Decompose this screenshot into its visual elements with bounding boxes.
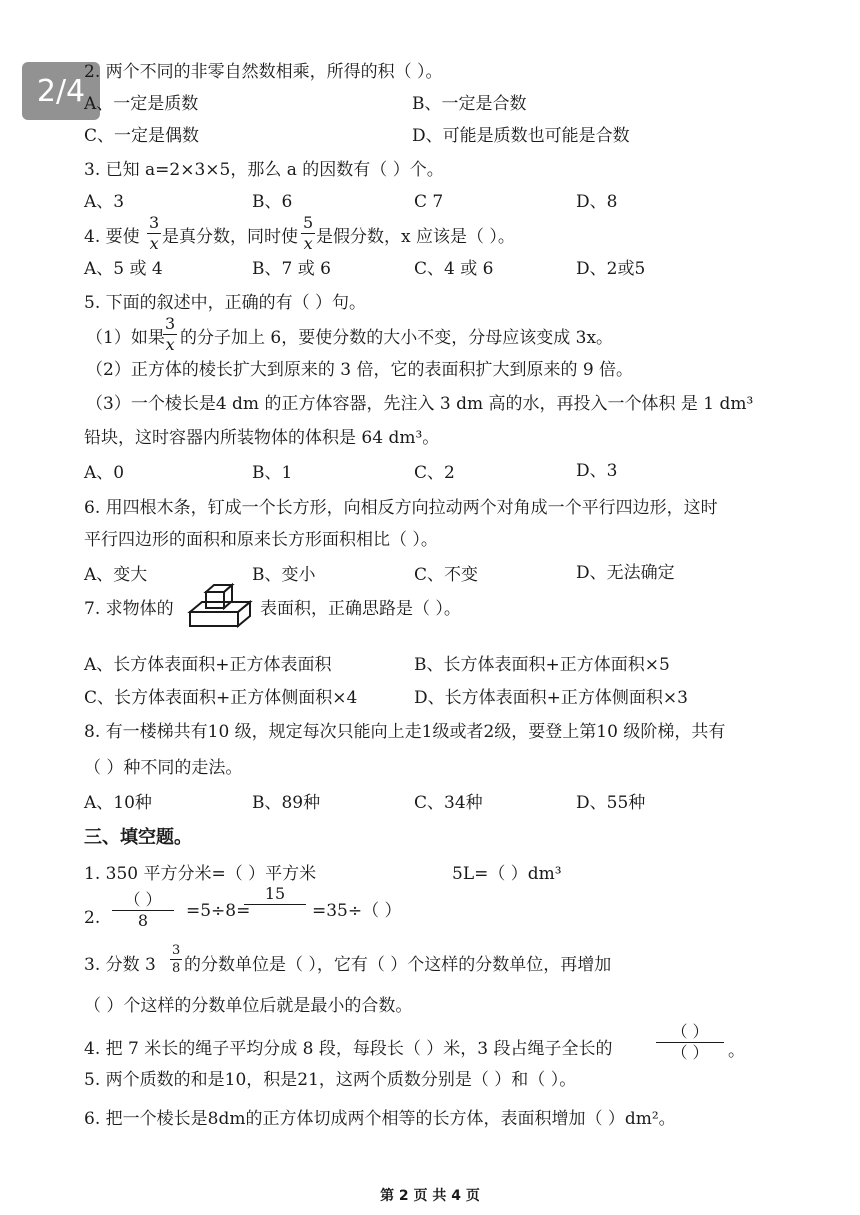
- q4-post: 是假分数，x 应该是（ ）。: [316, 227, 515, 247]
- q5-statement-2: （2）正方体的棱长扩大到原来的 3 倍，它的表面积扩大到原来的 9 倍。: [86, 360, 634, 380]
- q5-s1-post: 的分子加上 6，要使分数的大小不变，分母应该变成 3x。: [180, 328, 614, 348]
- q7-option-b: B、长方体表面积+正方体面积×5: [414, 655, 670, 675]
- q7-solid-figure: [186, 582, 254, 630]
- f1-right: 5L=（ ）dm³: [452, 864, 562, 884]
- q3-option-b: B、6: [252, 192, 293, 212]
- q4-f2-denominator: x: [303, 234, 313, 253]
- f2-mid: =5÷8=: [186, 901, 251, 921]
- q3-option-a: A、3: [84, 192, 125, 212]
- f2-f2-numerator: 15: [264, 884, 286, 903]
- f2-post: =35÷（ ）: [312, 901, 402, 921]
- q2-option-b: B、一定是合数: [412, 94, 527, 114]
- q8-stem-line1: 8. 有一楼梯共有10 级，规定每次只能向上走1级或者2级，要登上第10 级阶梯，共有: [84, 722, 726, 742]
- q6-option-c: C、不变: [414, 565, 479, 585]
- q8-option-b: B、89种: [252, 793, 321, 813]
- f4-numerator: （ ）: [671, 1022, 709, 1041]
- q3-option-c: C 7: [414, 192, 444, 212]
- f4-answer-fraction: [656, 1024, 724, 1061]
- section-heading-fill-in: 三、填空题。: [84, 827, 192, 848]
- q2-option-d: D、可能是质数也可能是合数: [412, 126, 630, 146]
- q5-option-d: D、3: [576, 461, 618, 481]
- q5-option-b: B、1: [252, 463, 293, 483]
- q5-statement-3-cont: 铅块，这时容器内所装物体的体积是 64 dm³。: [84, 428, 440, 448]
- f2-number: 2.: [84, 908, 101, 928]
- q4-option-b: B、7 或 6: [252, 259, 331, 279]
- q4-option-c: C、4 或 6: [414, 259, 494, 279]
- f2-fraction-2: [244, 886, 306, 907]
- q5-option-a: A、0: [84, 463, 125, 483]
- f2-f1-numerator: （ ）: [124, 890, 162, 909]
- q2-option-c: C、一定是偶数: [84, 126, 200, 146]
- q3-option-d: D、8: [576, 192, 618, 212]
- q6-option-d: D、无法确定: [576, 563, 675, 583]
- q5-s1-pre: （1）如果: [86, 328, 165, 348]
- f4-end: 。: [728, 1041, 745, 1061]
- q4-f1-denominator: x: [149, 234, 159, 253]
- q4-option-d: D、2或5: [576, 259, 646, 279]
- q4-pre: 4. 要使: [84, 227, 140, 247]
- q6-option-a: A、变大: [84, 565, 148, 585]
- q5-statement-3: （3）一个棱长是4 dm 的正方体容器，先注入 3 dm 高的水，再投入一个体积 是 1 dm³: [86, 394, 754, 414]
- q5-stem: 5. 下面的叙述中，正确的有（ ）句。: [84, 293, 367, 313]
- f4-text: 4. 把 7 米长的绳子平均分成 8 段，每段长（ ）米，3 段占绳子全长的: [84, 1039, 613, 1059]
- q8-option-c: C、34种: [414, 793, 483, 813]
- q4-f2-numerator: 5: [303, 213, 314, 232]
- q2-stem: 2. 两个不同的非零自然数相乘，所得的积（ ）。: [84, 62, 443, 82]
- q5-s1-fraction: [163, 316, 177, 353]
- q6-stem-line2: 平行四边形的面积和原来长方形面积相比（ ）。: [84, 530, 438, 550]
- q2-option-a: A、一定是质数: [84, 94, 199, 114]
- q7-option-c: C、长方体表面积+正方体侧面积×4: [84, 688, 358, 708]
- q7-option-d: D、长方体表面积+正方体侧面积×3: [414, 688, 688, 708]
- f6-text: 6. 把一个棱长是8dm的正方体切成两个相等的长方体，表面积增加（ ）dm²。: [84, 1109, 676, 1129]
- f3-numerator: 3: [172, 943, 181, 958]
- q7-post: 表面积，正确思路是（ ）。: [260, 599, 461, 619]
- f1-left: 1. 350 平方分米=（ ）平方米: [84, 864, 317, 884]
- f3-line2: （ ）个这样的分数单位后就是最小的合数。: [84, 996, 413, 1016]
- page-indicator-badge: 2/4: [22, 62, 100, 120]
- f2-fraction-1: [112, 892, 174, 929]
- q7-pre: 7. 求物体的: [84, 599, 174, 619]
- f3-post: 的分数单位是（ ），它有（ ）个这样的分数单位，再增加: [184, 955, 612, 975]
- q6-option-b: B、变小: [252, 565, 316, 585]
- q8-option-d: D、55种: [576, 793, 646, 813]
- q4-fraction-1: [147, 215, 161, 252]
- q8-option-a: A、10种: [84, 793, 152, 813]
- f4-denominator: （ ）: [671, 1043, 709, 1062]
- f5-text: 5. 两个质数的和是10，积是21，这两个质数分别是（ ）和（ ）。: [84, 1070, 577, 1090]
- f3-fraction: [170, 944, 182, 975]
- f2-f1-denominator: 8: [137, 911, 149, 930]
- f3-pre: 3. 分数 3: [84, 955, 156, 975]
- q6-stem-line1: 6. 用四根木条，钉成一个长方形，向相反方向拉动两个对角成一个平行四边形，这时: [84, 498, 718, 518]
- q4-fraction-2: [301, 215, 315, 252]
- q7-option-a: A、长方体表面积+正方体表面积: [84, 655, 332, 675]
- q5-s1-denominator: x: [165, 335, 175, 354]
- q4-f1-numerator: 3: [149, 213, 160, 232]
- q5-s1-numerator: 3: [165, 314, 176, 333]
- q4-option-a: A、5 或 4: [84, 259, 163, 279]
- q8-stem-line2: （ ）种不同的走法。: [84, 758, 243, 778]
- q4-mid: 是真分数，同时使: [162, 227, 298, 247]
- q5-option-c: C、2: [414, 463, 455, 483]
- f3-denominator: 8: [172, 961, 181, 976]
- page-footer: 第 2 页 共 4 页: [380, 1188, 480, 1204]
- q3-stem: 3. 已知 a=2×3×5，那么 a 的因数有（ ）个。: [84, 160, 444, 180]
